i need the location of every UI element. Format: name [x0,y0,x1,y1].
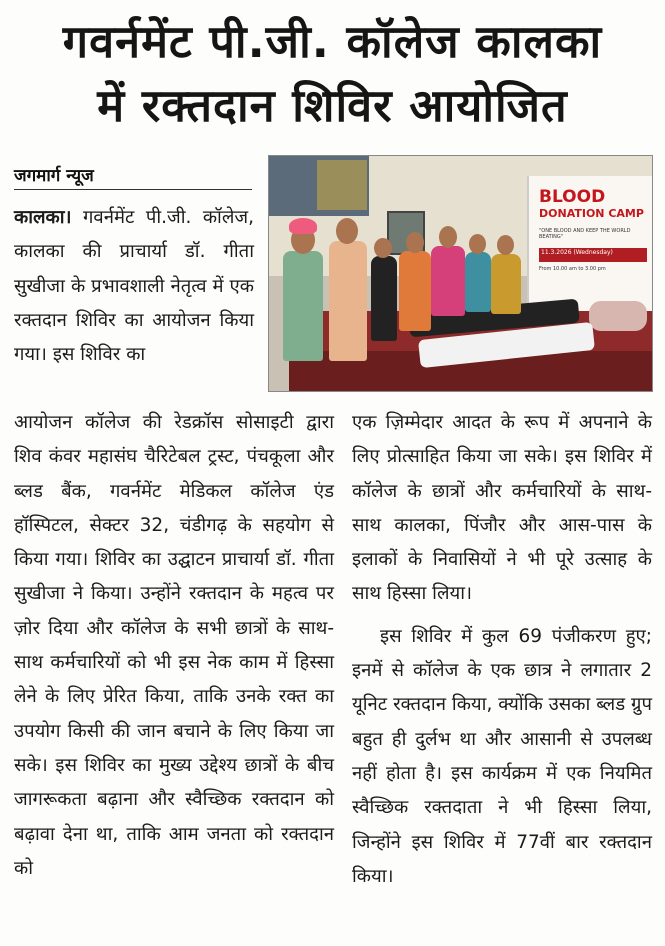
person-yellow [491,254,521,314]
pillow [589,301,647,331]
banner-title-line-2: DONATION CAMP [539,207,644,220]
turban [289,218,317,234]
headline-line-1: गवर्नमेंट पी.जी. कॉलेज कालका [62,15,603,68]
column-2 [14,406,334,886]
person-teal [465,252,491,312]
person-head [336,218,358,244]
banner-time: From 10.00 am to 3.00 pm [539,266,606,272]
byline-rule [14,189,252,190]
column-1 [14,201,254,372]
person-head [374,238,392,258]
byline: जगमार्ग न्यूज [14,166,94,186]
banner-title [539,188,651,220]
banner-tagline: "ONE BLOOD AND KEEP THE WORLD BEATING" [539,228,631,240]
person-head [406,232,424,253]
column-3-paragraph-2: इस शिविर में कुल 69 पंजीकरण हुए; इनमें से कॉलेज के एक छात्र ने लगातार 2 यूनिट रक्तदान किया, क्योंकि उसका ब्लड ग्रुप बहुत ही दुर्लभ था और आसानी से उपलब्ध नहीं होता है। इस कार्यक्रम में एक नियमित स्वैच्छिक रक्तदाता ने भी हिस्सा लिया, जिन्होंने इस शिविर में 77वीं बार रक्तदान किया। [352,625,652,887]
person-orange [399,251,431,331]
person-head [469,234,486,254]
news-photo [268,155,653,392]
person-head [439,226,457,248]
column-3 [352,406,652,894]
column-3-paragraph-1: एक ज़िम्मेदार आदत के रूप में अपनाने के लिए प्रोत्साहित किया जा सके। इस शिविर में कॉलेज के छात्रों और कर्मचारियों के साथ-साथ कालका, पिंजौर और आस-पास के इलाकों के निवासियों ने भी पूरे उत्साह के साथ हिस्सा लिया। [352,412,652,605]
person-head [497,235,514,255]
person-pink [431,246,465,316]
banner-date: 11.3.2026 (Wednesday) [541,249,613,256]
person-black [371,256,397,341]
column-1-text: गवर्नमेंट पी.जी. कॉलेज, कालका की प्राचार्या डॉ. गीता सुखीजा के प्रभावशाली नेतृत्व में एक रक्तदान शिविर का आयोजन किया गया। इस शिविर का [14,207,254,366]
dateline: कालका। [14,207,72,228]
person-peach [329,241,367,361]
headline-line-2: में रक्तदान शिविर आयोजित [97,79,568,132]
banner-title-line-1: BLOOD [539,187,606,207]
person-green [283,251,323,361]
column-2-text: आयोजन कॉलेज की रेडक्रॉस सोसाइटी द्वारा शिव कंवर महासंघ चैरिटेबल ट्रस्ट, पंचकूला और ब्लड बैंक, गवर्नमेंट मेडिकल कॉलेज एंड हॉस्पिटल, सेक्टर 32, चंडीगढ़ के सहयोग से किया गया। शिविर का उद्घाटन प्राचार्या डॉ. गीता सुखीजा ने किया। उन्होंने रक्तदान के महत्व पर ज़ोर दिया और कॉलेज के सभी छात्रों के साथ-साथ कर्मचारियों को भी इस नेक काम में हिस्सा लेने के लिए प्रेरित किया, ताकि उनके रक्त का उपयोग किसी की जान बचाने के लिए किया जा सके। इस शिविर का मुख्य उद्देश्य छात्रों के बीच जागरूकता बढ़ाना और स्वैच्छिक रक्तदान को बढ़ावा देना था, ताकि आम जनता को रक्तदान को [14,412,334,879]
wall-poster-2 [317,160,367,210]
